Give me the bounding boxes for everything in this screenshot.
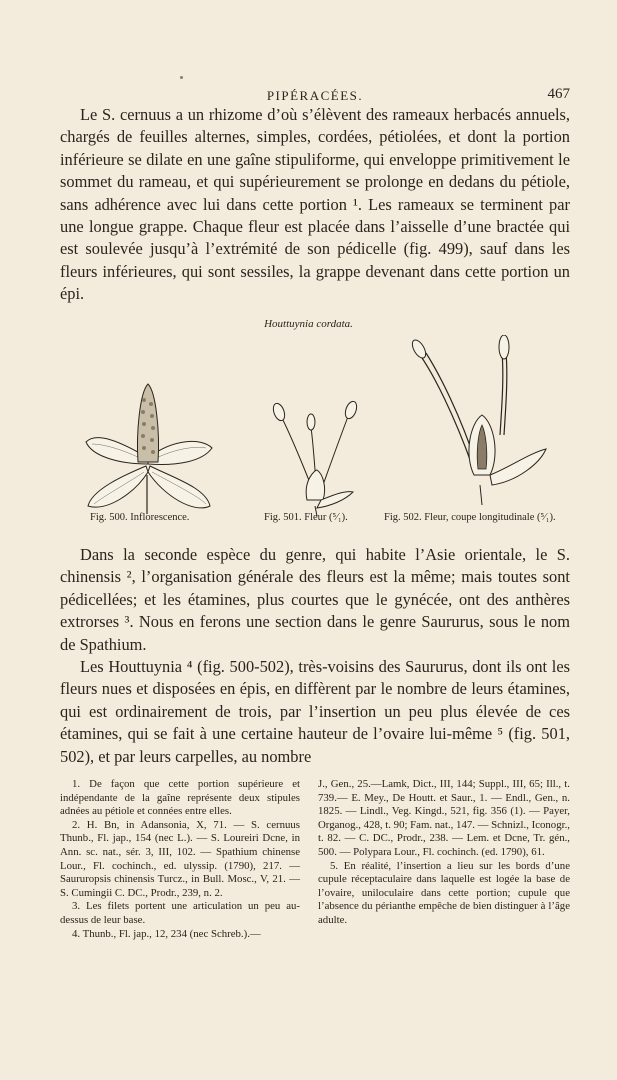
- footnote-4-continued: J., Gen., 25.—Lamk, Dict., III, 144; Suppl., III, 65; Ill., t. 739.— E. Mey., De Houtt. et Saur., 1. — Endl., Gen., n. 1825. — Lindl., Veg. Kingd., 521, fig. 356 (1). — Payer, Organog., 428, t. 90; Fam. nat., 147. — Schnizl., Iconogr., t. 82. — C. DC., Prodr., 238. — Lem. et Dcne, Tr. gén., 500. — Polypara Lour., Fl. cochinch. (ed. 1790), 61.: [318, 778, 571, 858]
- caption-fig-502: Fig. 502. Fleur, coupe longitudinale (⁵⁄₁).: [384, 512, 556, 523]
- paragraph-3-text: Les Houttuynia ⁴ (fig. 500-502), très-voisins des Saururus, dont ils ont les fleurs nues et disposées en épis, en diffèrent par le nombre de leurs étamines, qui est ordinairement de trois, par l’insertion un peu plus élevée de ces étamines, qui se fait à une certaine hauteur de l’ovaire lui-même ⁵ (fig. 501, 502), et par leurs carpelles, au nombre: [60, 657, 570, 766]
- running-title: PIPÉRACÉES.: [266, 88, 364, 103]
- paragraph-1: [60, 104, 570, 306]
- page-number: 467: [547, 86, 570, 102]
- figure-title: Houttuynia cordata.: [264, 318, 353, 330]
- paragraphs-2-3: [60, 544, 570, 768]
- figure-502-section: [410, 335, 560, 510]
- print-speck: [180, 76, 183, 79]
- footnote-3: 3. Les filets portent une articulation un peu au-dessus de leur base.: [60, 900, 300, 926]
- figure-group: [60, 335, 570, 510]
- footnote-2: 2. H. Bn, in Adansonia, X, 71. — S. cernuus Thunb., Fl. jap., 154 (nec L.). — S. Loureiri Dcne, in Ann. sc. nat., sér. 3, III, 102. — Spathium chinense Lour., Fl. cochinch., ed. ulyssip. (1790), 217. — Saururopsis chinensis Turcz., in Bull. Mosc., V, 21. — S. Cumingii C. DC., Prodr., 239, n. 2.: [60, 818, 300, 899]
- caption-fig-501: Fig. 501. Fleur (⁵⁄₁).: [264, 512, 348, 523]
- footnotes-right-column: [318, 778, 570, 928]
- paragraph-2-text: Dans la seconde espèce du genre, qui habite l’Asie orientale, le S. chinensis ², l’organisation générale des fleurs est la même; mais toutes sont pédicellées; et les étamines, plus courtes que le gynécée, ont des anthères extrorses ³. Nous en ferons une section dans le genre Saururus, sous le nom de Spathium.: [60, 545, 570, 654]
- paragraph-1-text: Le S. cernuus a un rhizome d’où s’élèvent des rameaux herbacés annuels, chargés de feuilles alternes, simples, cordées, pétiolées, et dont la portion inférieure se dilate en une gaîne stipuliforme, qui enveloppe primitivement le sommet du rameau, et qui supérieurement se prolonge en dedans du pétiole, sans adhérence avec lui dans cette portion ¹. Les rameaux se terminent par une longue grappe. Chaque fleur est placée dans l’aisselle d’une bractée qui est soulevée jusqu’à l’extrémité de son pédicelle (fig. 499), sauf dans les fleurs inférieures, qui sont sessiles, la grappe devenant dans cette portion un épi.: [60, 105, 570, 304]
- footnotes-left-column: [60, 778, 300, 941]
- footnote-4: 4. Thunb., Fl. jap., 12, 234 (nec Schreb.).—: [72, 927, 261, 940]
- figure-501-flower: [265, 400, 365, 520]
- footnote-5: 5. En réalité, l’insertion a lieu sur les bords d’une cupule réceptaculaire dans laquelle est logée la base de l’ovaire, uniloculaire dans cette portion; cupule que l’absence du périanthe empêche de bien distinguer à l’âge adulte.: [318, 859, 570, 926]
- caption-fig-500: Fig. 500. Inflorescence.: [90, 512, 190, 523]
- running-head: [60, 86, 570, 106]
- footnote-1: 1. De façon que cette portion supérieure et indépendante de la gaîne représente deux stipules adnées au pétiole et connées entre elles.: [60, 778, 300, 818]
